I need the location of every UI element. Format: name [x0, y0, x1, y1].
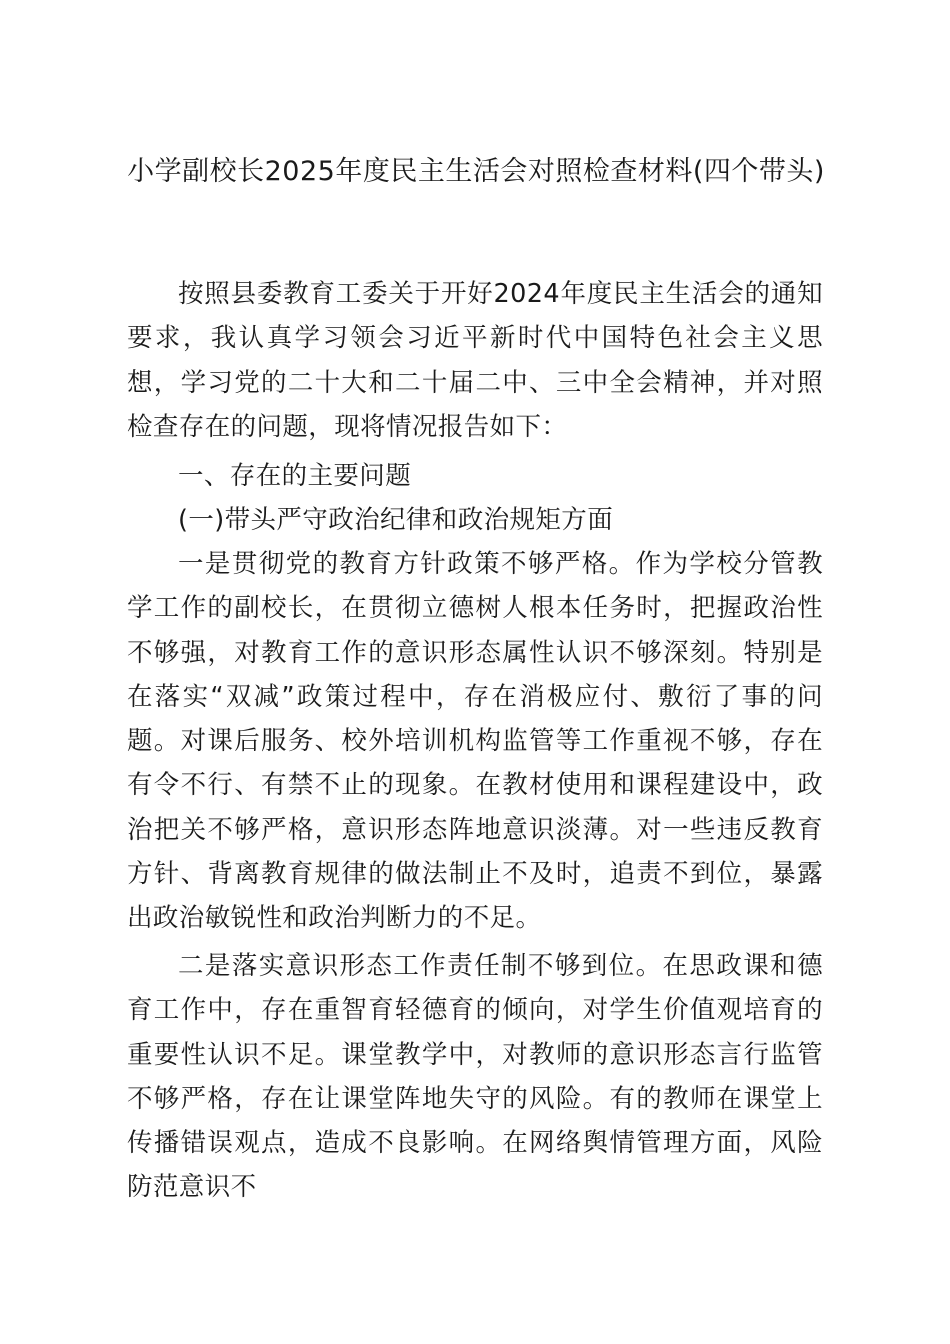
intro-paragraph: 按照县委教育工委关于开好2024年度民主生活会的通知要求，我认真学习领会习近平新时代中国特色社会主义思想，学习党的二十大和二十届二中、三中全会精神，并对照检查存在的问题，现将情况报告如下：	[127, 279, 823, 442]
point-one-paragraph: 一是贯彻党的教育方针政策不够严格。作为学校分管教学工作的副校长，在贯彻立德树人根本任务时，把握政治性不够强，对教育工作的意识形态属性认识不够深刻。特别是在落实“双减”政策过程中，存在消极应付、敷衍了事的问题。对课后服务、校外培训机构监管等工作重视不够，存在有令不行、有禁不止的现象。在教材使用和课程建设中，政治把关不够严格，意识形态阵地意识淡薄。对一些违反教育方针、背离教育规律的做法制止不及时，追责不到位，暴露出政治敏锐性和政治判断力的不足。	[127, 549, 823, 934]
section-heading: 一、存在的主要问题	[178, 461, 412, 491]
document-title: 小学副校长2025年度民主生活会对照检查材料(四个带头)	[127, 156, 825, 187]
point-two-paragraph: 二是落实意识形态工作责任制不够到位。在思政课和德育工作中，存在重智育轻德育的倾向，对学生价值观培育的重要性认识不足。课堂教学中，对教师的意识形态言行监管不够严格，存在让课堂阵地失守的风险。有的教师在课堂上传播错误观点，造成不良影响。在网络舆情管理方面，风险防范意识不	[127, 951, 823, 1203]
subsection-heading: (一)带头严守政治纪律和政治规矩方面	[178, 505, 614, 535]
